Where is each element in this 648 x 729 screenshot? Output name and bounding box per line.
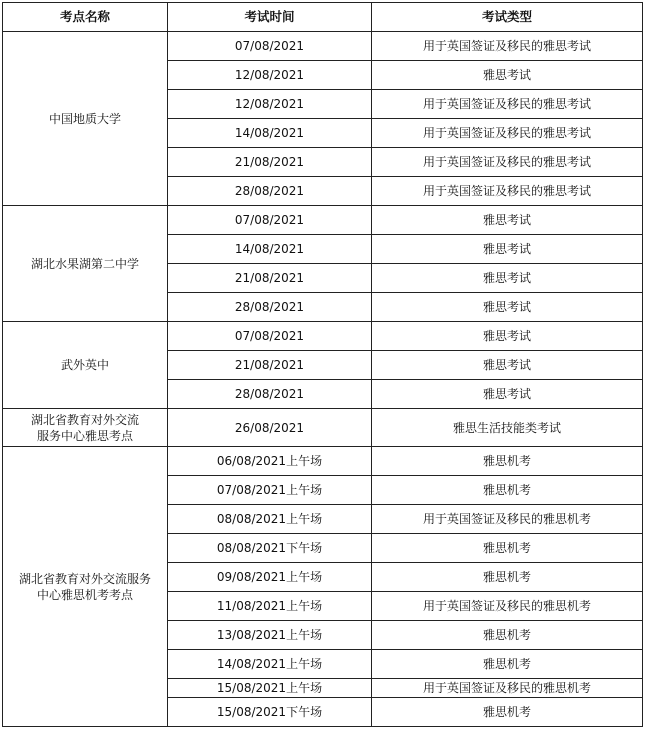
venue-cell: 湖北水果湖第二中学	[3, 206, 168, 322]
time-cell: 21/08/2021	[168, 351, 372, 380]
time-cell: 21/08/2021	[168, 148, 372, 177]
header-venue: 考点名称	[3, 3, 168, 32]
time-cell: 28/08/2021	[168, 380, 372, 409]
type-cell: 用于英国签证及移民的雅思考试	[372, 177, 643, 206]
venue-line: 湖北省教育对外交流	[30, 412, 139, 427]
type-cell: 雅思考试	[372, 351, 643, 380]
type-cell: 雅思机考	[372, 650, 643, 679]
type-cell: 用于英国签证及移民的雅思机考	[372, 592, 643, 621]
exam-schedule-table	[2, 2, 643, 727]
type-cell: 雅思考试	[372, 264, 643, 293]
type-cell: 雅思机考	[372, 621, 643, 650]
type-cell: 雅思机考	[372, 563, 643, 592]
time-cell: 14/08/2021	[168, 235, 372, 264]
time-cell: 06/08/2021上午场	[168, 447, 372, 476]
type-cell: 用于英国签证及移民的雅思考试	[372, 32, 643, 61]
type-cell: 雅思考试	[372, 293, 643, 322]
time-cell: 07/08/2021上午场	[168, 476, 372, 505]
time-cell: 07/08/2021	[168, 32, 372, 61]
time-cell: 28/08/2021	[168, 293, 372, 322]
header-row	[3, 3, 643, 32]
type-cell: 雅思机考	[372, 476, 643, 505]
time-cell: 28/08/2021	[168, 177, 372, 206]
time-cell: 07/08/2021	[168, 206, 372, 235]
time-cell: 26/08/2021	[168, 409, 372, 447]
time-cell: 12/08/2021	[168, 90, 372, 119]
table-row	[3, 32, 643, 61]
time-cell: 15/08/2021上午场	[168, 679, 372, 698]
type-cell: 用于英国签证及移民的雅思考试	[372, 148, 643, 177]
type-cell: 雅思考试	[372, 235, 643, 264]
time-cell: 09/08/2021上午场	[168, 563, 372, 592]
header-time: 考试时间	[168, 3, 372, 32]
venue-cell: 武外英中	[3, 322, 168, 409]
table-row	[3, 409, 643, 447]
time-cell: 13/08/2021上午场	[168, 621, 372, 650]
venue-cell	[3, 447, 168, 727]
time-cell: 11/08/2021上午场	[168, 592, 372, 621]
venue-line: 服务中心雅思考点	[36, 428, 133, 443]
header-type: 考试类型	[372, 3, 643, 32]
time-cell: 14/08/2021上午场	[168, 650, 372, 679]
type-cell: 用于英国签证及移民的雅思考试	[372, 90, 643, 119]
venue-line: 湖北省教育对外交流服务	[18, 571, 151, 586]
time-cell: 12/08/2021	[168, 61, 372, 90]
type-cell: 用于英国签证及移民的雅思考试	[372, 119, 643, 148]
type-cell: 雅思考试	[372, 206, 643, 235]
type-cell: 雅思机考	[372, 698, 643, 727]
table-row	[3, 447, 643, 476]
time-cell: 21/08/2021	[168, 264, 372, 293]
type-cell: 雅思机考	[372, 447, 643, 476]
type-cell: 雅思考试	[372, 322, 643, 351]
type-cell: 用于英国签证及移民的雅思机考	[372, 679, 643, 698]
venue-line: 中心雅思机考考点	[36, 587, 133, 602]
type-cell: 雅思考试	[372, 380, 643, 409]
time-cell: 15/08/2021下午场	[168, 698, 372, 727]
venue-cell: 中国地质大学	[3, 32, 168, 206]
time-cell: 08/08/2021下午场	[168, 534, 372, 563]
time-cell: 07/08/2021	[168, 322, 372, 351]
venue-cell	[3, 409, 168, 447]
time-cell: 08/08/2021上午场	[168, 505, 372, 534]
table-row	[3, 322, 643, 351]
type-cell: 雅思生活技能类考试	[372, 409, 643, 447]
time-cell: 14/08/2021	[168, 119, 372, 148]
table-row	[3, 206, 643, 235]
type-cell: 雅思机考	[372, 534, 643, 563]
type-cell: 雅思考试	[372, 61, 643, 90]
type-cell: 用于英国签证及移民的雅思机考	[372, 505, 643, 534]
